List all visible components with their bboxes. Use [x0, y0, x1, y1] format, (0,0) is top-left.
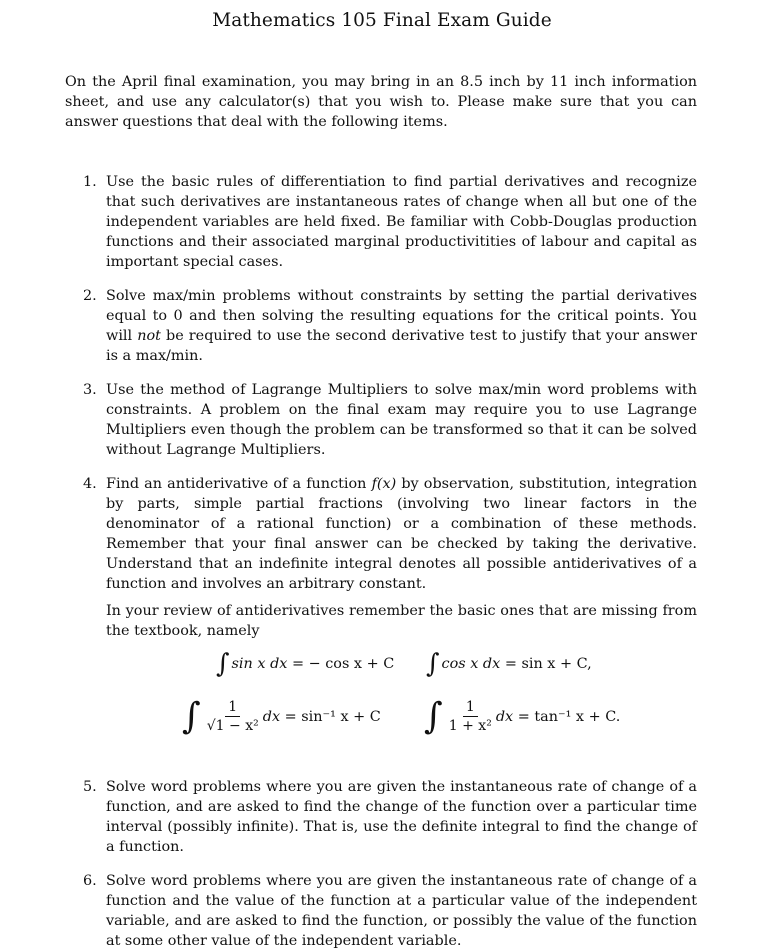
review-note: In your review of antiderivatives remember the basic ones that are missing from the textbook, namely	[106, 603, 697, 639]
formula-sin	[216, 651, 394, 677]
formula-result: = sin⁻¹ x + C	[284, 709, 381, 725]
item-text-part: Solve max/min problems without constraints by setting the partial derivatives equal to 0 and then solving the resulting equations for the critical points. You will	[106, 288, 697, 344]
antiderivative-formulas	[106, 641, 697, 769]
item-number: 6.	[83, 873, 97, 889]
formula-integrand: cos x dx	[441, 656, 501, 672]
formula-cos	[426, 651, 592, 677]
emphasis-not: not	[137, 328, 161, 344]
formula-result: = tan⁻¹ x + C.	[517, 709, 621, 725]
fraction-denominator: 1 + x²	[448, 718, 492, 734]
item-number: 1.	[83, 174, 97, 190]
item-number: 4.	[83, 476, 97, 492]
formula-result: = sin x + C,	[504, 656, 592, 672]
integral-sign: ∫	[182, 696, 201, 737]
fraction	[205, 699, 261, 735]
integral-sign: ∫	[426, 649, 440, 679]
item-text-part: be required to use the second derivative test to justify that your answer is a max/min.	[106, 328, 698, 364]
formula-dx: dx	[495, 709, 514, 725]
formula-dx: dx	[262, 709, 281, 725]
item-text-part: by observation, substitution, integration by parts, simple partial fractions (involving two linear factors in the denominator of a rational function) or a combination of these methods. Remember that your final answer can be checked by taking the derivative. Understand that an indefinite integral denotes all possible antiderivatives of a function and involves an arbitrary constant.	[106, 476, 698, 592]
item-number: 2.	[83, 288, 97, 304]
fraction-numerator: 1	[225, 699, 240, 717]
page-title: Mathematics 105 Final Exam Guide	[212, 10, 552, 31]
intro-paragraph: On the April final examination, you may bring in an 8.5 inch by 11 inch information sheet, and use any calculator(s) that you wish to. Please make sure that you can answer questions that deal with the following items.	[65, 74, 697, 130]
item-text: Solve word problems where you are given the instantaneous rate of change of a function, and are asked to find the change of the function over a particular time interval (possibly infinite). That is, use the definite integral to find the change of a function.	[106, 779, 697, 855]
list-item	[65, 172, 697, 272]
fraction	[447, 699, 494, 735]
list-item	[65, 871, 697, 951]
integral-sign: ∫	[216, 649, 230, 679]
list-item	[65, 380, 697, 460]
fraction-numerator: 1	[463, 699, 478, 717]
formula-arctan	[424, 696, 621, 737]
list-item	[65, 286, 697, 366]
item-text	[106, 286, 697, 366]
fraction-denominator: √1 − x²	[206, 718, 259, 734]
function-notation: f(x)	[371, 476, 397, 492]
item-text: Solve word problems where you are given the instantaneous rate of change of a function and the value of the function at a particular value of the independent variable, and are asked to find the function, or possibly the value of the function at some other value of the independent variable.	[106, 873, 697, 949]
item-text	[106, 474, 697, 594]
formula-integrand: sin x dx	[231, 656, 288, 672]
formula-arcsin	[182, 696, 381, 737]
item-text: Use the method of Lagrange Multipliers to solve max/min word problems with constraints. A problem on the final exam may require you to use Lagrange Multipliers even though the problem can be transformed so that it can be solved without Lagrange Multipliers.	[106, 382, 697, 458]
list-item	[65, 474, 697, 769]
list-item	[65, 777, 697, 857]
formula-result: = − cos x + C	[291, 656, 395, 672]
item-text-part: Find an antiderivative of a function	[106, 476, 367, 492]
item-number: 3.	[83, 382, 97, 398]
item-number: 5.	[83, 779, 97, 795]
item-text: Use the basic rules of differentiation to find partial derivatives and recognize that such derivatives are instantaneous rates of change when all but one of the independent variables are held fixed. Be familiar with Cobb-Douglas production functions and their associated marginal productivitities of labour and capital as important special cases.	[106, 174, 697, 270]
topic-list	[65, 172, 697, 951]
integral-sign: ∫	[424, 696, 443, 737]
